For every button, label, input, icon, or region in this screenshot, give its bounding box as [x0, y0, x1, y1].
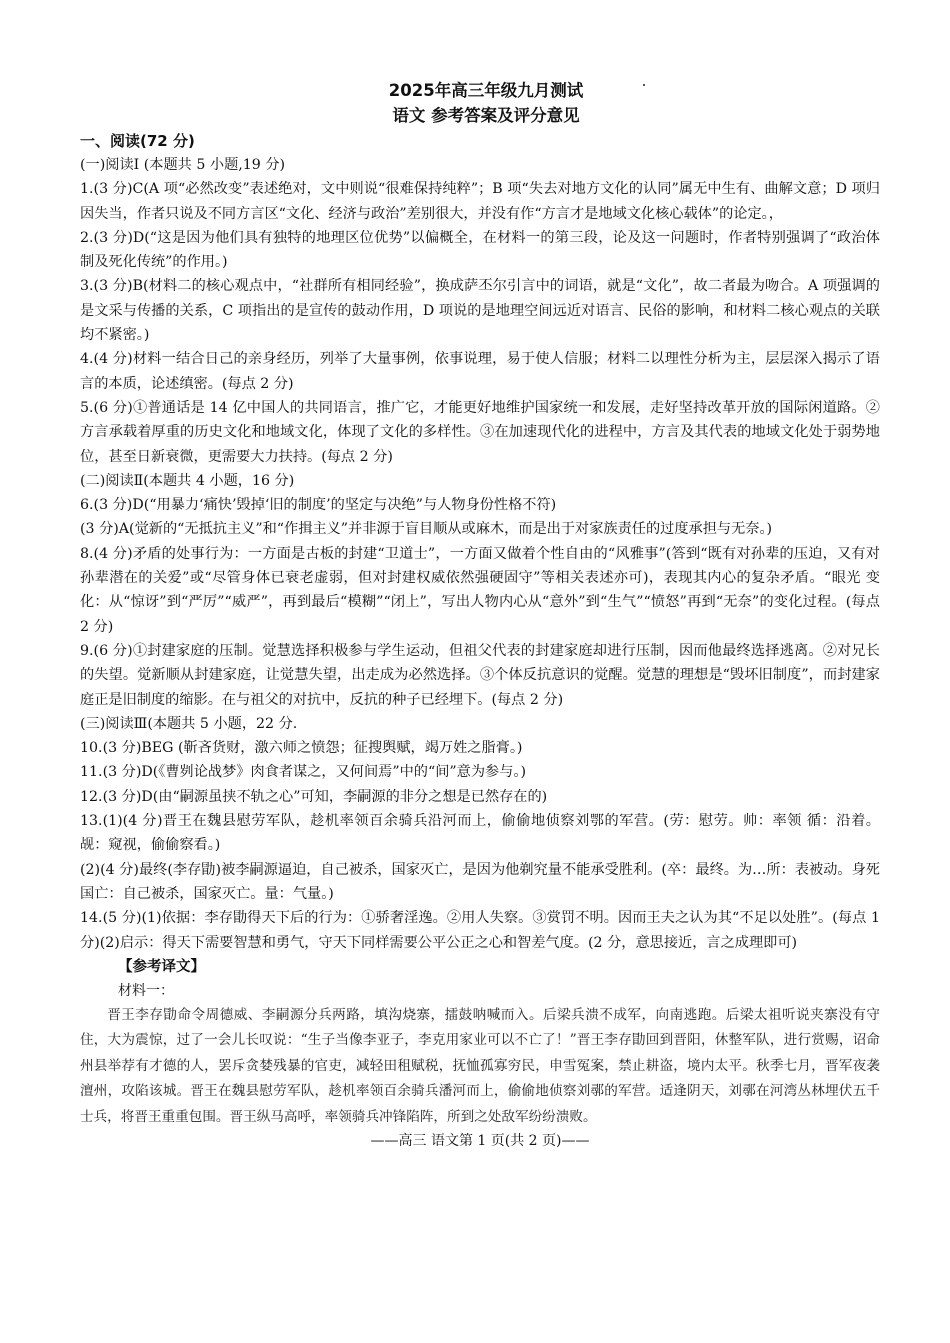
- answer-item-8: 8.(4 分)矛盾的处事行为：一方面是古板的封建“卫道士”，一方面又做着个性自由的“风雅事”(答到“既有对孙辈的压迫，又有对孙辈潜在的关爱”或“尽管身体已衰老虚弱，但对封建权威依然强硬固守”等相关表述亦可)，表现其内心的复杂矛盾。“眼光 变化：从“惊讶”到“严厉”“威严”，再到最后“模糊”“闭上”，写出人物内心从“意外”到“生气”“愤怒”再到“无奈”的变化过程。(每点 2 分): [80, 545, 880, 635]
- answer-item-13-2: (2)(4 分)最终(李存勖)被李嗣源逼迫，自己被杀，国家灭亡，是因为他剃究量不能承受胜利。(卒：最终。为…所：表被动。身死国亡：自己被杀，国家灭亡。量：气量。): [80, 861, 880, 902]
- answer-item-14: 14.(5 分)(1)依据：李存勖得天下后的行为：①骄奢淫逸。②用人失察。③赏罚不明。因而王夫之认为其“不足以处胜”。(每点 1 分)(2)启示：得天下需要智慧和勇气，守天下同样需要公平公正之心和智差气度。(2 分，意思接近，言之成理即可): [80, 910, 880, 951]
- document-page: [80, 78, 880, 1152]
- answer-item-12: 12.(3 分)D(由“嗣源虽挟不轨之心”可知，李嗣源的非分之想是已然存在的): [80, 788, 548, 805]
- exam-title: 2025年高三年级九月测试: [388, 81, 584, 100]
- answer-item-10: 10.(3 分)BEG (靳吝货财，激六师之愤怨；征搜舆赋，竭万姓之脂膏。): [80, 740, 523, 757]
- page-footer: ——高三 语文第 1 页(共 2 页)——: [370, 1133, 590, 1150]
- answer-item-6: 6.(3 分)D(“用暴力‘痛快’毁掉‘旧的制度’的坚定与决绝”与人物身份性格不符): [80, 497, 557, 514]
- answer-item-5: 5.(6 分)①普通话是 14 亿中国人的共同语言，推广它，才能更好地维护国家统一和发展，走好坚持改革开放的国际闲道路。②方言承载着厚重的历史文化和地域文化，体现了文化的多样性。③在加速现代化的进程中，方言及其代表的地域文化处于弱势地位，甚至日新衰微，更需要大力扶持。(每点 2 分): [80, 399, 880, 465]
- translation-body: 晋王李存勖命令周德威、李嗣源分兵两路，填沟烧寨，擂鼓呐喊而入。后梁兵溃不成军，向南逃跑。后梁太祖听说夹寨没有守住，大为震惊，过了一会儿长叹说：“生子当像李亚子，李克用家业可以不亡了！”晋王李存勖回到晋阳，休整军队，进行赏赐，诏命州县举荐有才德的人，罢斥贪婪残暴的官吏，减轻田租赋税，抚恤孤寡穷民，申雪冤案，禁止耕盗，境内太平。秋季七月，晋军夜袭澶州，攻陷该城。晋王在魏县慰劳军队，趁机率领百余骑兵潘河而上，偷偷地侦察刘鄩的军营。适逢阴天，刘鄩在河湾丛林埋伏五千士兵，将晋王重重包围。晋王纵马高呼，率领骑兵冲锋陷阵，所到之处敌军纷纷溃败。: [80, 1006, 880, 1125]
- reading2-heading: (二)阅读Ⅱ(本题共 4 小题，16 分): [80, 472, 295, 489]
- answer-item-9: 9.(6 分)①封建家庭的压制。觉慧选择积极参与学生运动，但祖父代表的封建家庭却进行压制，因而他最终选择逃离。②对兄长的失望。觉新顺从封建家庭，让觉慧失望，出走成为必然选择。③个体反抗意识的觉醒。觉慧的理想是“毁坏旧制度”，而封建家庭正是旧制度的缩影。在与祖父的对抗中，反抗的种子已经埋下。(每点 2 分): [80, 642, 880, 708]
- reading1-heading: (一)阅读Ⅰ (本题共 5 小题,19 分): [80, 157, 286, 173]
- answer-item-4: 4.(4 分)材料一结合日己的亲身经历，列举了大量事例，依事说理，易于使人信服；材料二以理性分析为主，层层深入揭示了语言的本质，论述缜密。(每点 2 分): [80, 351, 880, 392]
- translation-material-label: 材料一：: [118, 982, 174, 999]
- translation-heading: 【参考译文】: [118, 958, 205, 975]
- answer-item-1: 1.(3 分)C(A 项“必然改变”表述绝对，文中则说“很难保持纯粹”；B 项“失去对地方文化的认同”属无中生有、曲解文意；D 项归因失当，作者只说及不同方言区“文化、经济与政治”差别很大，并没有作“方言才是地域文化核心载体”的论定。，: [80, 181, 880, 222]
- exam-subtitle: 语文 参考答案及评分意见: [392, 106, 580, 125]
- section-heading-reading: 一、阅读(72 分): [80, 132, 195, 150]
- answer-item-3: 3.(3 分)B(材料二的核心观点中，“社群所有相同经验”，换成萨丕尔引言中的词语，就是“文化”，故二者最为吻合。A 项强调的是文采与传播的关系，C 项指出的是宣传的鼓动作用，D 项说的是地理空间远近对语言、民俗的影响，和材料二核心观点的关联均不紧密。): [80, 278, 880, 344]
- answer-item-13-1: 13.(1)(4 分)晋王在魏县慰劳军队，趁机率领百余骑兵沿河而上，偷偷地侦察刘鄂的军营。(劳：慰劳。帅：率领 循：沿着。觇：窥视，偷偷察看。): [80, 813, 880, 854]
- answer-item-7: (3 分)A(觉新的“无抵抗主义”和“作揖主义”并非源于盲目顺从或麻木，而是出于对家族责任的过度承担与无奈。): [80, 521, 773, 538]
- answer-item-11: 11.(3 分)D(《曹刿论战梦》肉食者谋之，又何间焉”中的“间”意为参与。): [80, 764, 527, 781]
- reading3-heading: (三)阅读Ⅲ(本题共 5 小题，22 分.: [80, 715, 298, 732]
- answer-item-2: 2.(3 分)D(“这是因为他们具有独特的地理区位优势”以偏概全，在材料一的第三段，论及这一问题时，作者特别强调了“政治体制及死化传统”的作用。): [80, 229, 880, 271]
